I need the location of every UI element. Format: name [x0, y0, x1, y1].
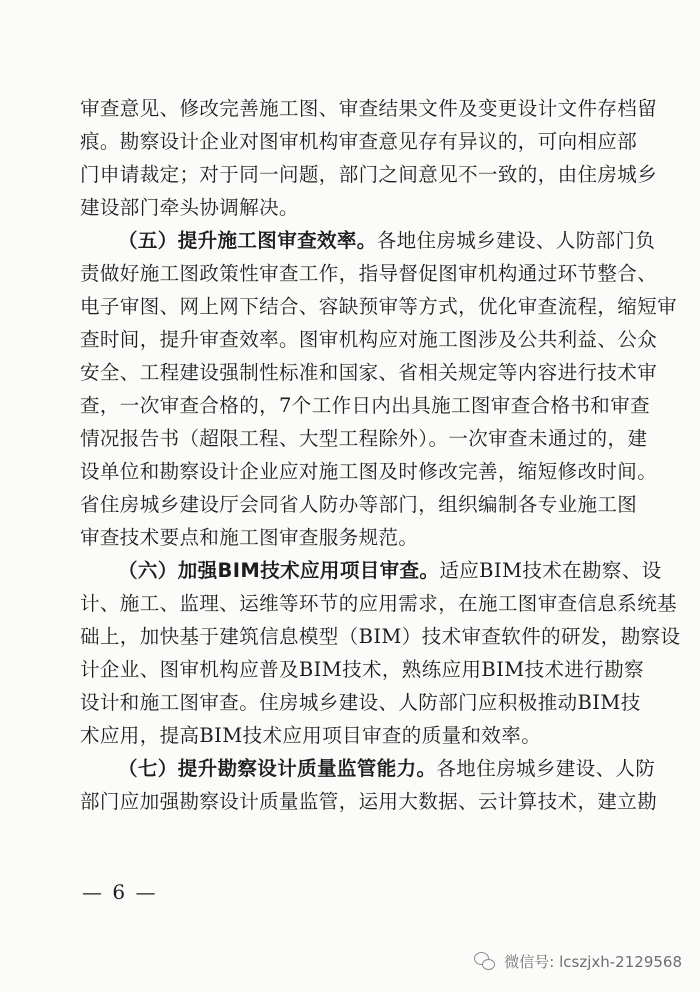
- text-line: [80, 455, 658, 488]
- text-line: [80, 653, 644, 686]
- line-text: 部门应加强勘察设计质量监管，运用大数据、云计算技术，建立勘: [80, 790, 658, 813]
- line-text: 省住房城乡建设厅会同省人防办等部门，组织编制各专业施工图: [80, 493, 638, 516]
- line-text: 计企业、图审机构应普及BIM技术，熟练应用BIM技术进行勘察: [80, 658, 644, 681]
- text-line: [80, 686, 641, 719]
- text-line: [80, 785, 658, 818]
- line-text: 适应BIM技术在勘察、设: [439, 559, 662, 582]
- section-heading: （七）提升勘察设计质量监管能力。: [118, 757, 437, 780]
- text-line: [80, 158, 658, 191]
- line-text: 审查技术要点和施工图审查服务规范。: [80, 526, 419, 549]
- line-text: 计、施工、监理、运维等环节的应用需求，在施工图审查信息系统基: [80, 592, 678, 615]
- text-line: [80, 191, 620, 224]
- text-line: [80, 620, 681, 653]
- text-line: [80, 125, 638, 158]
- text-line: [80, 290, 678, 323]
- text-line: [80, 521, 620, 554]
- line-text: 础上，加快基于建筑信息模型（BIM）技术审查软件的研发，勘察设: [80, 625, 681, 648]
- line-text: 术应用，提高BIM技术应用项目审查的质量和效率。: [80, 724, 542, 747]
- text-line: [80, 224, 656, 257]
- line-text: 痕。勘察设计企业对图审机构审查意见存有异议的，可向相应部: [80, 130, 638, 153]
- line-text: 审查意见、修改完善施工图、审查结果文件及变更设计文件存档留: [80, 97, 658, 120]
- text-line: [80, 257, 658, 290]
- line-text: 查时间，提升审查效率。图审机构应对施工图涉及公共利益、公众: [80, 328, 658, 351]
- page-number: — 6 —: [82, 880, 158, 904]
- line-text: 设计和施工图审查。住房城乡建设、人防部门应积极推动BIM技: [80, 691, 641, 714]
- text-line: [80, 488, 638, 521]
- text-line: [80, 323, 658, 356]
- wechat-watermark: [474, 950, 682, 972]
- line-text: 查，一次审查合格的，7个工作日内出具施工图审查合格书和审查: [80, 394, 651, 417]
- line-text: 设单位和勘察设计企业应对施工图及时修改完善，缩短修改时间。: [80, 460, 658, 483]
- line-text: 各地住房城乡建设、人防部门负: [376, 229, 656, 252]
- text-line: [80, 752, 656, 785]
- line-text: 责做好施工图政策性审查工作，指导督促图审机构通过环节整合、: [80, 262, 658, 285]
- section-heading: （六）加强BIM技术应用项目审查。: [118, 559, 440, 582]
- line-text: 门申请裁定；对于同一问题，部门之间意见不一致的，由住房城乡: [80, 163, 658, 186]
- section-heading: （五）提升施工图审查效率。: [118, 229, 377, 252]
- line-text: 情况报告书（超限工程、大型工程除外）。一次审查未通过的，建: [80, 427, 648, 450]
- body-text: [80, 92, 681, 818]
- text-line: [80, 422, 648, 455]
- text-line: [80, 356, 658, 389]
- text-line: [80, 92, 658, 125]
- wechat-icon: [474, 950, 496, 972]
- text-line: [80, 389, 651, 422]
- line-text: 安全、工程建设强制性标准和国家、省相关规定等内容进行技术审: [80, 361, 658, 384]
- line-text: 电子审图、网上网下结合、容缺预审等方式，优化审查流程，缩短审: [80, 295, 678, 318]
- line-text: 建设部门牵头协调解决。: [80, 196, 299, 219]
- text-line: [80, 719, 620, 752]
- text-line: [80, 554, 662, 587]
- watermark-text: 微信号: lcszjxh-2129568: [504, 952, 682, 971]
- line-text: 各地住房城乡建设、人防: [436, 757, 656, 780]
- text-line: [80, 587, 678, 620]
